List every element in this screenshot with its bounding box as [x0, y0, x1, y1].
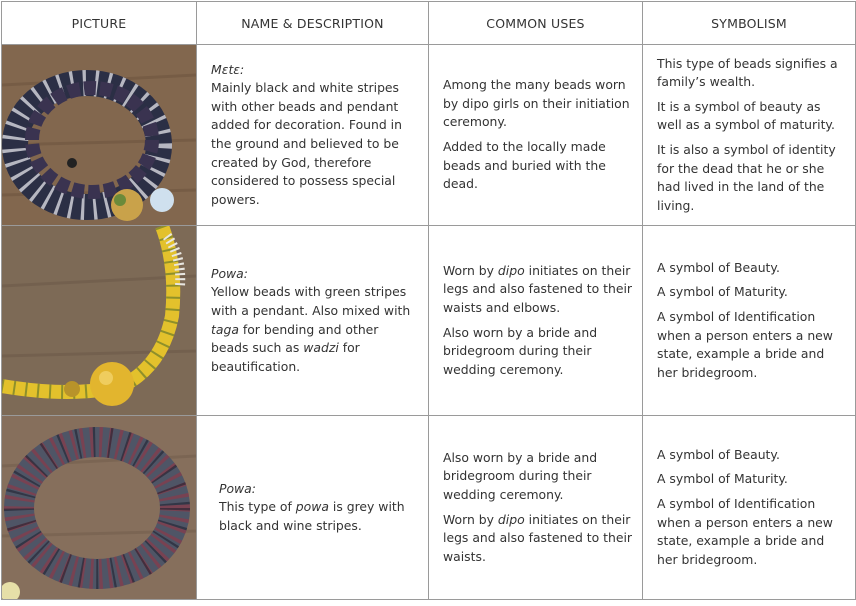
beads-table [1, 1, 856, 600]
use-item: Also worn by a bride and bridegroom during their wedding ceremony. [443, 324, 598, 377]
symbolism-item: A symbol of Maturity. [657, 284, 788, 300]
bead-description: Yellow beads with green stripes with a pendant. Also mixed with taga for bending and other beads such as wadzi for beautification. [211, 284, 411, 374]
header-symbolism: SYMBOLISM [643, 2, 856, 45]
use-item: Among the many beads worn by dipo girls on their initiation ceremony. [443, 77, 630, 130]
symbolism-cell [643, 416, 856, 600]
symbolism-item: A symbol of Identification when a person enters a new state, example a bride and her bridegroom. [657, 308, 833, 380]
name-description-cell [197, 416, 429, 600]
table-row [2, 416, 856, 600]
common-uses-cell [429, 416, 643, 600]
symbolism-item: A symbol of Identification when a person enters a new state, example a bride and her bridegroom. [657, 495, 833, 567]
bead-name: Mɛtɛ: [211, 61, 245, 77]
symbolism-item: A symbol of Beauty. [657, 259, 780, 275]
header-name-description: NAME & DESCRIPTION [197, 2, 429, 45]
symbolism-item: A symbol of Maturity. [657, 471, 788, 487]
header-common-uses: COMMON USES [429, 2, 643, 45]
symbolism-item: It is also a symbol of identity for the dead that he or she had lived in the land of the living. [657, 142, 836, 213]
common-uses-cell [429, 45, 643, 226]
bead-photo-powa-grey [2, 416, 197, 600]
table-row [2, 45, 856, 226]
symbolism-item: A symbol of Beauty. [657, 446, 780, 462]
term-powa: powa [295, 499, 329, 515]
bead-name: Powa: [211, 265, 248, 281]
use-item: Also worn by a bride and bridegroom during their wedding ceremony. [443, 449, 598, 502]
bead-name: Powa: [219, 480, 256, 496]
black-white-bead-bracelet-image [2, 45, 197, 225]
table-row [2, 226, 856, 416]
header-picture: PICTURE [2, 2, 197, 45]
term-dipo: dipo [497, 511, 525, 527]
term-taga: taga [211, 321, 239, 337]
bead-description: This type of powa is grey with black and wine stripes. [219, 499, 405, 533]
symbolism-item: This type of beads signifies a family’s wealth. [657, 55, 838, 90]
name-description-cell [197, 226, 429, 416]
grey-bead-bracelet-image [2, 416, 197, 599]
term-wadzi: wadzi [303, 340, 339, 356]
use-item: Worn by dipo initiates on their legs and also fastened to their waists and elbows. [443, 262, 633, 315]
symbolism-cell [643, 45, 856, 226]
term-dipo: dipo [497, 262, 525, 278]
symbolism-cell [643, 226, 856, 416]
header-row [2, 2, 856, 45]
yellow-bead-bracelet-image [2, 226, 197, 415]
bead-description: Mainly black and white stripes with other beads and pendant added for decoration. Found in the ground and believed to be created by God, therefore considered to possess special powers. [211, 80, 402, 207]
bead-photo-mete [2, 45, 197, 226]
use-item: Worn by dipo initiates on their legs and also fastened to their waists. [443, 511, 633, 564]
symbolism-item: It is a symbol of beauty as well as a symbol of maturity. [657, 98, 835, 133]
use-item: Added to the locally made beads and buried with the dead. [443, 139, 606, 192]
bead-photo-powa-yellow [2, 226, 197, 416]
name-description-cell [197, 45, 429, 226]
common-uses-cell [429, 226, 643, 416]
